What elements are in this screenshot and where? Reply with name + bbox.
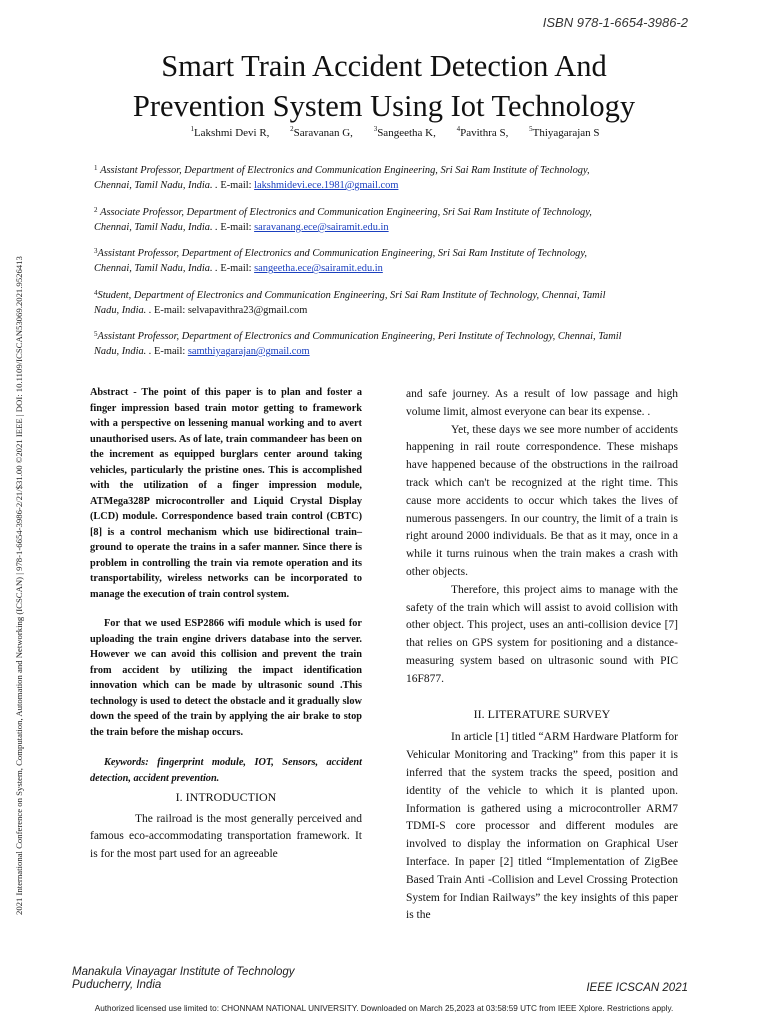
author: $^4$Pavithra S,: [456, 125, 509, 139]
author: $^5$Thiyagarajan S: [529, 125, 600, 139]
email-text: selvapavithra23@gmail.com: [187, 305, 308, 316]
affiliation: $^1$ Assistant Professor, Department of Electronics and Communication Engineering, Sri Sai Ram Institute of Technology, Chennai, Tamil Nadu, India. . E-mail: lakshmidevi.ece.1981@gmail.com: [94, 164, 590, 191]
email-link[interactable]: sangeetha.ece@sairamit.edu.in: [254, 263, 383, 274]
body-paragraph: In article [1] titled “ARM Hardware Platform for Vehicular Monitoring and Tracking” from this paper it is inferred that the system tracks the speed, position and identity of the vehicle to which it is planted upon. Information is gathered using a microcontroller ARM7 TDMI-S core processor and different modules are involved to display the information on Graphical User Interface. In paper [2] titled “Implementation of ZigBee Based Train Anti -Collision and Level Crossing Protection System for Indian Railways” the key insights of this paper is the: [406, 731, 678, 922]
keywords: Keywords: fingerprint module, IOT, Sensors, accident detection, accident prevention.: [90, 757, 362, 784]
side-citation: 2021 International Conference on System, Computation, Automation and Networking (ICSCAN) | 978-1-6654-3986-2/21/$31.00 ©2021 IEEE | DOI: 10.1109/ICSCAN53069.2021.9526413: [14, 256, 24, 915]
affiliation: $^2$ Associate Professor, Department of Electronics and Communication Engineering, Sri Sai Ram Institute of Technology, Chennai, Tamil Nadu, India. . E-mail: saravanang.ece@sairamit.edu.in: [94, 206, 592, 233]
affiliation: $^5$Assistant Professor, Department of Electronics and Communication Engineering, Peri Institute of Technology, Chennai, Tamil Nadu, India. . E-mail: samthiyagarajan@gmail.com: [94, 330, 622, 357]
author: $^1$Lakshmi Devi R,: [190, 125, 270, 139]
right-column: [406, 386, 678, 925]
paper-title: [0, 46, 768, 126]
abstract-paragraph: For that we used ESP2866 wifi module which is used for uploading the train engine drivers database into the server. However we can avoid this collision and prevent the train from accident by utilizing the impact identification innovation which can be made by ultrasonic sound .This technology is used to detect the obstacle and it gradually slow down the speed of the train by applying the air brake to stop the train before the mishap occurs.: [90, 618, 362, 738]
title-line-2: Prevention System Using Iot Technology: [132, 89, 636, 123]
email-link[interactable]: saravanang.ece@sairamit.edu.in: [254, 222, 389, 233]
intro-heading: I. INTRODUCTION: [175, 790, 277, 804]
author-list: [0, 127, 768, 139]
body-paragraph: Therefore, this project aims to manage with the safety of the train which will assist to avoid collision with other object. This project, uses an anti-collision device [7] that relies on GPS system for positioning and a distance-measuring system based on ultrasonic sound with PIC 16F877.: [406, 583, 678, 685]
email-link[interactable]: lakshmidevi.ece.1981@gmail.com: [254, 180, 399, 191]
author: $^3$Sangeetha K,: [373, 125, 436, 139]
body-paragraph: and safe journey. As a result of low passage and high volume limit, almost everyone can bear its expense. .: [406, 388, 678, 418]
affiliation: $^3$Assistant Professor, Department of Electronics and Communication Engineering, Sri Sai Ram Institute of Technology, Chennai, Tamil Nadu, India. . E-mail: sangeetha.ece@sairamit.edu.in: [94, 247, 587, 274]
isbn-label: ISBN 978-1-6654-3986-2: [542, 15, 688, 30]
license-notice: Authorized licensed use limited to: CHONNAM NATIONAL UNIVERSITY. Downloaded on March 25,2023 at 03:58:59 UTC from IEEE Xplore. Restrictions apply.: [94, 1004, 674, 1013]
body-paragraph: Yet, these days we see more number of accidents happening in rail route correspondence. These mishaps have happened because of the obstructions in the railroad track which can't be recognized at the right time. This cause more accidents to occur which takes the lives of numerous passengers. In our country, the limit of a train is right around 2000 individuals. Be that as it may, once in a while it turns ruinous when the train makes a crash with other objects.: [406, 423, 678, 578]
conference-label: IEEE ICSCAN 2021: [586, 982, 688, 994]
footer-institution: Manakula Vinayagar Institute of Technology Puducherry, India: [72, 966, 295, 991]
affiliation: $^4$Student, Department of Electronics and Communication Engineering, Sri Sai Ram Institute of Technology, Chennai, Tamil Nadu, India. . E-mail: selvapavithra23@gmail.com: [94, 289, 606, 316]
email-link[interactable]: samthiyagarajan@gmail.com: [187, 346, 310, 357]
literature-heading: II. LITERATURE SURVEY: [473, 706, 611, 721]
left-column: [90, 385, 362, 864]
intro-paragraph: The railroad is the most generally perceived and famous eco-accommodating transportation framework. It is for the most part used for an agreeable: [90, 812, 362, 861]
abstract-paragraph: Abstract - The point of this paper is to plan and foster a finger impression based train motor getting to framework with a perspective on lessening manual working and to avert unauthorised users. As of late, train commandeer has been on the increment as equipped burglars center around taking vehicles, particularly the pristine ones. This is accomplished with the utilization of a finger impression module, ATMega328P microcontroller and Liquid Crystal Display (LCD) module. Correspondence based train control (CBTC) [8] is a control mechanism which use bidirectional train–ground to operate the trains in a safer manner. Since there is problem in controlling the train via remote operation and its transportability, wireless networks can be incorporated to manage the execution of train control system.: [90, 387, 362, 600]
author: $^2$Saravanan G,: [290, 125, 353, 139]
title-line-1: Smart Train Accident Detection And: [161, 49, 607, 83]
